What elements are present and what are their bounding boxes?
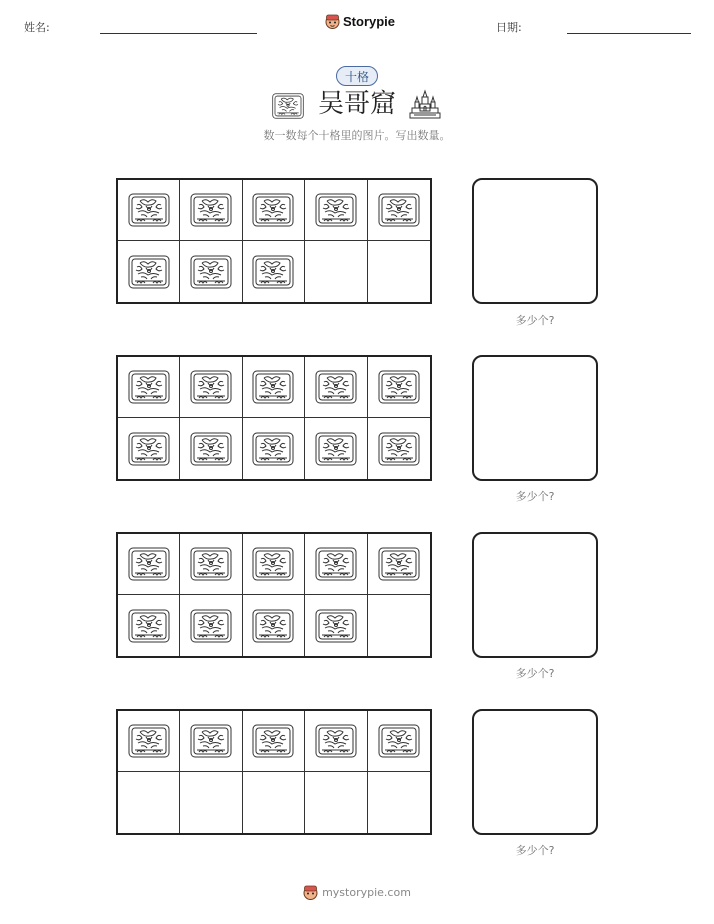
ten-frame-cell [180, 772, 242, 833]
angkor-relief-carving-icon [190, 193, 232, 227]
ten-frame-cell [243, 534, 305, 595]
ten-frame-cell [243, 711, 305, 772]
date-line[interactable] [567, 33, 691, 34]
angkor-relief-carving-icon [252, 724, 294, 758]
ten-frame-cell [368, 418, 430, 479]
ten-frame-cell [305, 534, 367, 595]
angkor-relief-carving-icon [128, 193, 170, 227]
ten-frame-cell [180, 418, 242, 479]
topic-badge: 十格 [336, 66, 378, 86]
angkor-relief-carving-icon [252, 193, 294, 227]
angkor-relief-carving-icon [128, 724, 170, 758]
angkor-relief-carving-icon [378, 724, 420, 758]
angkor-relief-carving-icon [128, 547, 170, 581]
ten-frame-cell [118, 711, 180, 772]
ten-frame-cell [243, 595, 305, 656]
angkor-relief-carving-icon [190, 255, 232, 289]
page-title: 吴哥窟 [317, 89, 396, 119]
answer-box-2[interactable] [472, 355, 598, 481]
answer-label-1: 多少个? [515, 314, 555, 327]
ten-frame-cell [243, 357, 305, 418]
ten-frame-cell [368, 711, 430, 772]
ten-frame-cell [305, 711, 367, 772]
angkor-relief-carving-icon [190, 370, 232, 404]
ten-frame-cell [368, 357, 430, 418]
ten-frame-cell [305, 418, 367, 479]
ten-frame-cell [305, 241, 367, 302]
ten-frame-cell [305, 180, 367, 241]
answer-label-3: 多少个? [515, 667, 555, 680]
ten-frame-1 [116, 178, 432, 304]
angkor-relief-carving-icon [315, 193, 357, 227]
ten-frame-cell [180, 180, 242, 241]
ten-frame-4 [116, 709, 432, 835]
instruction-text: 数一数每个十格里的图片。写出数量。 [263, 129, 451, 142]
angkor-relief-carving-icon [315, 724, 357, 758]
brand-logo [325, 13, 395, 30]
ten-frame-cell [243, 241, 305, 302]
ten-frame-cell [118, 180, 180, 241]
angkor-relief-carving-icon [378, 370, 420, 404]
ten-frame-cell [305, 772, 367, 833]
angkor-relief-carving-icon [252, 547, 294, 581]
angkor-temple-icon [409, 89, 441, 119]
angkor-relief-carving-icon [252, 609, 294, 643]
ten-frame-cell [243, 772, 305, 833]
ten-frame-cell [243, 180, 305, 241]
ten-frame-cell [180, 357, 242, 418]
angkor-relief-carving-icon [190, 432, 232, 466]
angkor-relief-carving-icon [315, 370, 357, 404]
name-label: 姓名: [24, 21, 50, 34]
ten-frame-cell [368, 534, 430, 595]
name-line[interactable] [100, 33, 257, 34]
angkor-relief-carving-icon [252, 432, 294, 466]
ten-frame-cell [180, 595, 242, 656]
ten-frame-cell [118, 418, 180, 479]
ten-frame-cell [180, 241, 242, 302]
angkor-relief-carving-icon [128, 432, 170, 466]
ten-frame-cell [368, 241, 430, 302]
ten-frame-cell [180, 711, 242, 772]
ten-frame-cell [305, 357, 367, 418]
angkor-relief-carving-icon [378, 547, 420, 581]
angkor-relief-carving-icon [190, 724, 232, 758]
date-label: 日期: [496, 21, 522, 34]
ten-frame-cell [118, 534, 180, 595]
angkor-relief-carving-icon [190, 547, 232, 581]
ten-frame-cell [118, 357, 180, 418]
title-row [0, 87, 714, 123]
ten-frame-cell [305, 595, 367, 656]
angkor-relief-carving-icon [378, 193, 420, 227]
ten-frame-cell [118, 595, 180, 656]
angkor-relief-carving-icon [128, 609, 170, 643]
angkor-relief-carving-icon [252, 370, 294, 404]
footer-site: mystorypie.com [322, 886, 411, 899]
angkor-relief-carving-icon [128, 255, 170, 289]
brand-name: Storypie [343, 14, 396, 29]
ten-frame-3 [116, 532, 432, 658]
ten-frame-cell [368, 772, 430, 833]
ten-frame-cell [118, 772, 180, 833]
ten-frame-cell [118, 241, 180, 302]
answer-box-3[interactable] [472, 532, 598, 658]
answer-box-4[interactable] [472, 709, 598, 835]
angkor-relief-carving-icon [378, 432, 420, 466]
angkor-relief-carving-icon [128, 370, 170, 404]
angkor-relief-carving-icon [315, 609, 357, 643]
storypie-mascot-icon [303, 884, 318, 901]
storypie-mascot-icon [325, 13, 340, 30]
angkor-relief-carving-icon [190, 609, 232, 643]
angkor-relief-carving-icon [252, 255, 294, 289]
angkor-relief-carving-icon [315, 547, 357, 581]
ten-frame-cell [368, 180, 430, 241]
ten-frame-cell [368, 595, 430, 656]
answer-label-2: 多少个? [515, 490, 555, 503]
angkor-relief-carving-icon [315, 432, 357, 466]
footer [0, 884, 714, 901]
ten-frame-cell [243, 418, 305, 479]
answer-box-1[interactable] [472, 178, 598, 304]
answer-label-4: 多少个? [515, 844, 555, 857]
ten-frame-cell [180, 534, 242, 595]
ten-frame-2 [116, 355, 432, 481]
